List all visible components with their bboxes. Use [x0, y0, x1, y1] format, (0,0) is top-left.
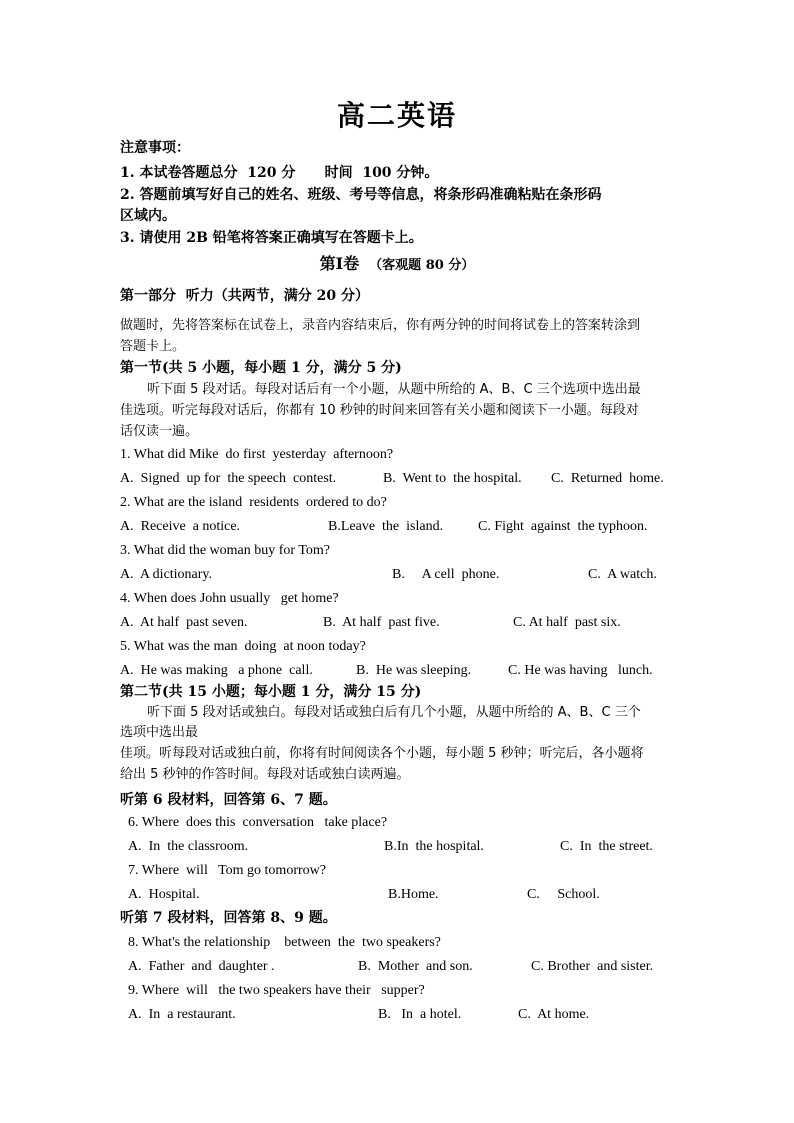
option-c: C. Brother and sister.	[531, 959, 654, 974]
option-a: A. Signed up for the speech contest.	[120, 471, 337, 486]
volume-heading	[0, 253, 794, 277]
question-text: 9. Where will the two speakers have their supper?	[128, 983, 425, 998]
option-c: C. Fight against the typhoon.	[478, 519, 648, 534]
part1-intro-a: 做题时，先将答案标在试卷上，录音内容结束后，你有两分钟的时间将试卷上的答案转涂到	[120, 318, 641, 333]
option-b: B. At half past five.	[323, 615, 440, 630]
volume-title: 第Ⅰ卷	[319, 254, 360, 273]
option-a: A. At half past seven.	[120, 615, 248, 630]
volume-subtitle: （客观题 80 分）	[369, 258, 475, 273]
option-c: C. Returned home.	[551, 471, 664, 486]
option-b: B. Went to the hospital.	[383, 471, 522, 486]
section1-intro-b: 佳选项。听完每段对话后，你都有 10 秒钟的时间来回答有关小题和阅读下一小题。每段对	[120, 403, 639, 418]
option-b: B. In a hotel.	[378, 1007, 462, 1022]
option-a: A. Father and daughter .	[128, 959, 275, 974]
option-a: A. Hospital.	[128, 887, 200, 902]
section1-heading: 第一节(共 5 小题，每小题 1 分，满分 5 分)	[120, 360, 402, 376]
option-b: B.Leave the island.	[328, 519, 444, 534]
section2-intro-c: 佳项。听每段对话或独白前，你将有时间阅读各个小题，每小题 5 秒钟；听完后，各小题将	[120, 746, 644, 761]
question-text: 5. What was the man doing at noon today?	[120, 639, 366, 654]
section2-heading: 第二节(共 15 小题；每小题 1 分，满分 15 分)	[120, 684, 422, 700]
notice-item-3: 3. 请使用 2B 铅笔将答案正确填写在答题卡上。	[120, 230, 423, 246]
section2-intro-b: 选项中选出最	[120, 725, 199, 740]
notice-item-2a: 2. 答题前填写好自己的姓名、班级、考号等信息，将条形码准确粘贴在条形码	[120, 187, 602, 203]
notice-heading: 注意事项：	[120, 140, 190, 156]
option-a: A. He was making a phone call.	[120, 663, 313, 678]
page-title: 高二英语	[336, 99, 457, 132]
option-c: C. At home.	[518, 1007, 590, 1022]
option-b: B. He was sleeping.	[356, 663, 472, 678]
option-b: B. Mother and son.	[358, 959, 473, 974]
question-text: 1. What did Mike do first yesterday afternoon?	[120, 447, 394, 462]
option-c: C. In the street.	[560, 839, 653, 854]
option-a: A. In a restaurant.	[128, 1007, 236, 1022]
question-text: 6. Where does this conversation take place?	[128, 815, 388, 830]
section1-intro-c: 话仅读一遍。	[120, 424, 199, 439]
section1-intro-a: 听下面 5 段对话。每段对话后有一个小题，从题中所给的 A、B、C 三个选项中选出最	[147, 382, 641, 397]
option-a: A. In the classroom.	[128, 839, 249, 854]
option-b: B.In the hospital.	[384, 839, 484, 854]
part1-intro-b: 答题卡上。	[120, 339, 186, 354]
question-text: 2. What are the island residents ordered to do?	[120, 495, 387, 510]
section2-intro-a: 听下面 5 段对话或独白。每段对话或独白后有几个小题，从题中所给的 A、B、C 三个	[147, 705, 641, 720]
part1-heading: 第一部分 听力（共两节，满分 20 分）	[120, 288, 369, 304]
question-text: 7. Where will Tom go tomorrow?	[128, 863, 326, 878]
question-text: 4. When does John usually get home?	[120, 591, 339, 606]
option-c: C. At half past six.	[513, 615, 621, 630]
notice-item-1: 1. 本试卷答题总分 120 分 时间 100 分钟。	[120, 165, 439, 181]
group-heading-6: 听第 6 段材料，回答第 6、7 题。	[120, 792, 337, 808]
option-c: C. School.	[527, 887, 600, 902]
notice-item-2b: 区域内。	[120, 208, 176, 224]
option-b: B. A cell phone.	[392, 567, 500, 582]
option-b: B.Home.	[388, 887, 439, 902]
question-text: 8. What's the relationship between the two speakers?	[128, 935, 441, 950]
option-a: A. A dictionary.	[120, 567, 213, 582]
option-c: C. A watch.	[588, 567, 657, 582]
option-a: A. Receive a notice.	[120, 519, 241, 534]
question-text: 3. What did the woman buy for Tom?	[120, 543, 331, 558]
group-heading-7: 听第 7 段材料，回答第 8、9 题。	[120, 910, 337, 926]
option-c: C. He was having lunch.	[508, 663, 653, 678]
section2-intro-d: 给出 5 秒钟的作答时间。每段对话或独白读两遍。	[120, 767, 410, 782]
